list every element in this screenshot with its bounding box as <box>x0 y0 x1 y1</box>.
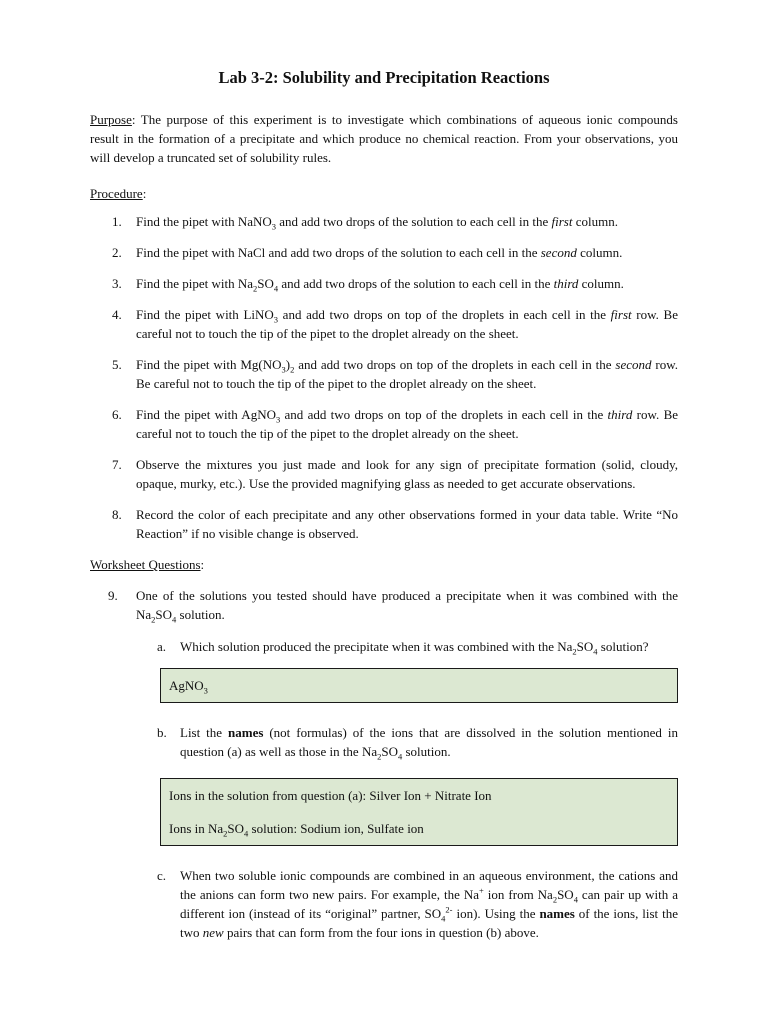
procedure-step: 7. Observe the mixtures you just made and look for any sign of precipitate formation (solid, cloudy, opaque, murky, etc.). Use the provided magnifying glass as needed to get accurate observations. <box>112 457 678 491</box>
worksheet-questions <box>90 586 678 624</box>
procedure-step: 5. Find the pipet with $Mg(NO_3)_2$ and add two drops on top of the droplets in each cell in the second row. Be careful not to touch the tip of the pipet to the droplet already on the sheet. <box>112 357 679 391</box>
question-9: 9. One of the solutions you tested should have produced a precipitate when it was combined with the $Na_2SO_4$ solution. <box>108 588 678 625</box>
worksheet-heading: Worksheet Questions: <box>90 557 205 572</box>
purpose-label: Purpose <box>90 112 132 127</box>
procedure-step: 4. Find the pipet with LiNO$_3$ and add two drops on top of the droplets in each cell in the first row. Be careful not to touch the tip of the pipet to the droplet already on the sheet. <box>112 307 678 341</box>
answer-box-b[interactable] <box>160 778 678 846</box>
purpose-text: : The purpose of this experiment is to investigate which combinations of aqueous ionic compounds result in the formation of a precipitate and which produce no chemical reaction. From your observations, you will develop a truncated set of solubility rules. <box>90 112 678 165</box>
question-9a: a. Which solution produced the precipitate when it was combined with the $Na_2SO_4$ solution? <box>157 639 649 657</box>
procedure-step: 1. Find the pipet with NaNO$_3$ and add two drops of the solution to each cell in the first column. <box>112 214 618 232</box>
procedure-step: 8. Record the color of each precipitate and any other observations formed in your data table. Write “No Reaction” if no visible change is observed. <box>112 507 678 541</box>
purpose-paragraph <box>90 110 678 167</box>
procedure-step: 6. Find the pipet with AgNO$_3$ and add two drops on top of the droplets in each cell in the third row. Be careful not to touch the tip of the pipet to the droplet already on the sheet. <box>112 407 679 441</box>
procedure-heading: Procedure: <box>90 186 147 201</box>
page-title: Lab 3-2: Solubility and Precipitation Reactions <box>218 68 550 87</box>
answer-a-text: AgNO$_3$ <box>169 678 208 696</box>
question-9c: c. When two soluble ionic compounds are combined in an aqueous environment, the cations and the anions can form two new pairs. For example, the Na+ ion from $Na_2SO_4$ can pair up with a different ion (instead of its “original” partner, $SO_4^{2-}$ ion). Using the names of the ions, list the two new pairs that can form from the four ions in question (b) above. <box>157 868 678 940</box>
question-9b: b. List the names (not formulas) of the ions that are dissolved in the solution mentioned in question (a) as well as those in the $Na_2SO_4$ solution. <box>157 725 678 762</box>
procedure-step: 3. Find the pipet with $Na_2SO_4$ and add two drops of the solution to each cell in the third column. <box>112 276 624 294</box>
procedure-step: 2. Find the pipet with NaCl and add two drops of the solution to each cell in the second column. <box>112 245 623 260</box>
answer-b-line2: Ions in $Na_2SO_4$ solution: Sodium ion, Sulfate ion <box>169 821 424 839</box>
procedure-steps <box>90 212 678 543</box>
answer-b-line1: Ions in the solution from question (a): Silver Ion + Nitrate Ion <box>169 788 492 803</box>
answer-box-a[interactable] <box>160 668 678 703</box>
